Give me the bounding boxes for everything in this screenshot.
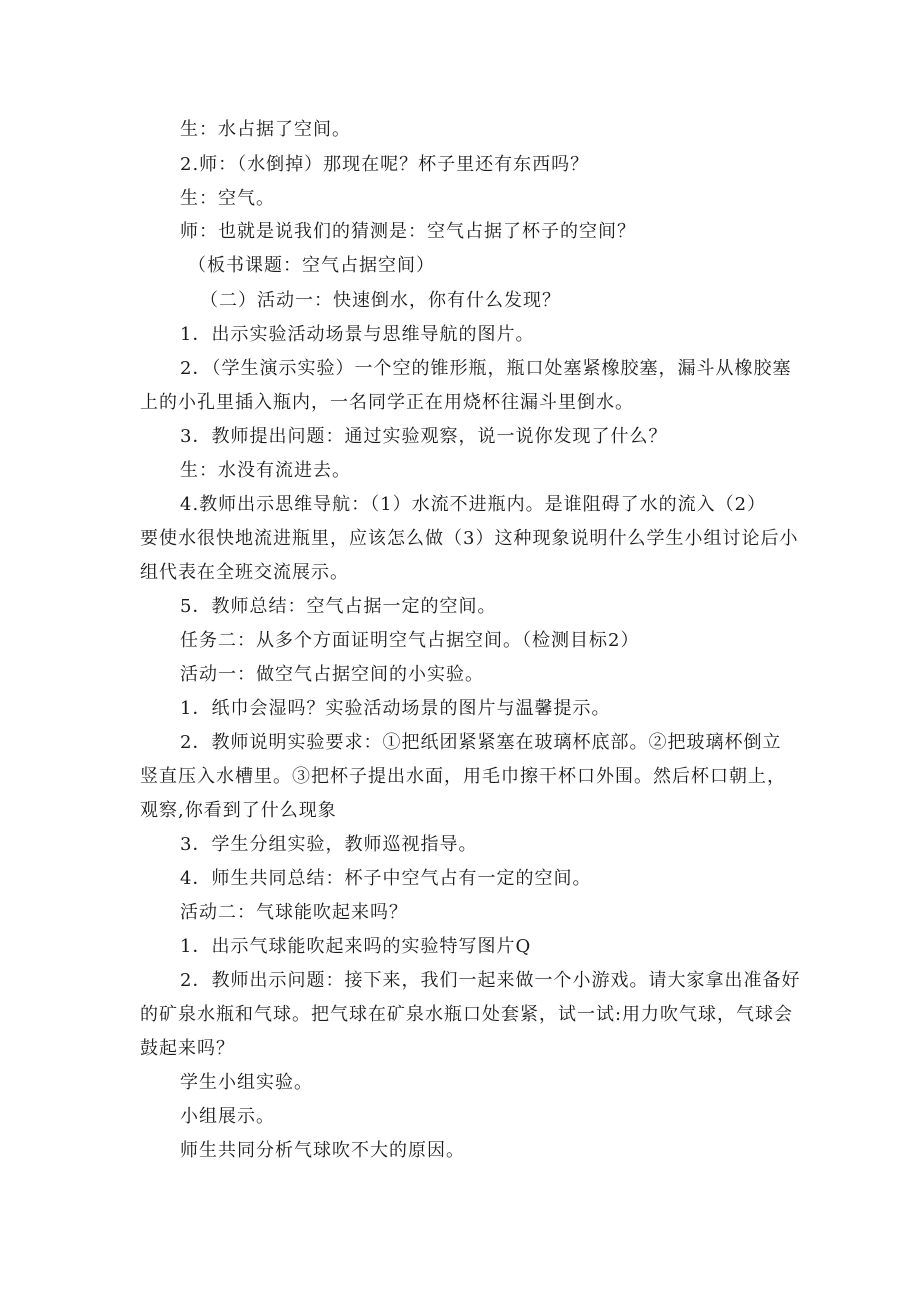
section-heading: 任务二：从多个方面证明空气占据空间。（检测目标2）	[180, 630, 640, 651]
text-line: 3．学生分组实验，教师巡视指导。	[180, 834, 478, 855]
text-line: 2．教师说明实验要求：①把纸团紧紧塞在玻璃杯底部。②把玻璃杯倒立	[180, 732, 782, 753]
text-line: 的矿泉水瓶和气球。把气球在矿泉水瓶口处套紧，试一试:用力吹气球，气球会	[140, 1004, 794, 1025]
text-line: 4.教师出示思维导航：（1）水流不进瓶内。是谁阻碍了水的流入（2）	[180, 494, 767, 515]
text-line: 4．师生共同总结：杯子中空气占有一定的空间。	[180, 868, 592, 889]
text-line: 观察,你看到了什么现象	[140, 800, 337, 821]
text-line: 师生共同分析气球吹不大的原因。	[180, 1140, 465, 1161]
text-line: 1．纸巾会湿吗？实验活动场景的图片与温馨提示。	[180, 698, 611, 719]
text-line: 学生小组实验。	[180, 1072, 313, 1093]
section-heading: 活动一：做空气占据空间的小实验。	[180, 664, 484, 685]
text-line: 1．出示实验活动场景与思维导航的图片。	[180, 324, 535, 345]
text-line: 生：水占据了空间。	[180, 119, 351, 140]
text-line: 要使水很快地流进瓶里，应该怎么做（3）这种现象说明什么学生小组讨论后小	[140, 528, 799, 549]
text-line: 生：水没有流进去。	[180, 460, 351, 481]
text-line: 组代表在全班交流展示。	[140, 562, 349, 583]
text-line: 上的小孔里插入瓶内，一名同学正在用烧杯往漏斗里倒水。	[140, 392, 634, 413]
text-line: 2．教师出示问题：接下来，我们一起来做一个小游戏。请大家拿出准备好	[180, 970, 801, 991]
text-line: 竖直压入水槽里。③把杯子提出水面，用毛巾擦干杯口外围。然后杯口朝上，	[140, 766, 786, 787]
text-line: 1．出示气球能吹起来吗的实验特写图片Q	[180, 936, 532, 957]
text-line: （板书课题：空气占据空间）	[188, 255, 435, 276]
section-heading: 活动二：气球能吹起来吗？	[180, 902, 408, 923]
text-line: 师：也就是说我们的猜测是：空气占据了杯子的空间？	[180, 221, 636, 242]
text-line: 5．教师总结：空气占据一定的空间。	[180, 596, 497, 617]
text-line: 小组展示。	[180, 1106, 275, 1127]
text-line: 2．（学生演示实验）一个空的锥形瓶，瓶口处塞紧橡胶塞，漏斗从橡胶塞	[180, 358, 792, 379]
section-heading: （二）活动一：快速倒水，你有什么发现？	[200, 290, 561, 311]
text-line: 2.师：（水倒掉）那现在呢？杯子里还有东西吗？	[180, 154, 590, 175]
text-line: 鼓起来吗？	[140, 1038, 235, 1059]
text-line: 生：空气。	[180, 188, 275, 209]
text-line: 3．教师提出问题：通过实验观察，说一说你发现了什么？	[180, 426, 668, 447]
